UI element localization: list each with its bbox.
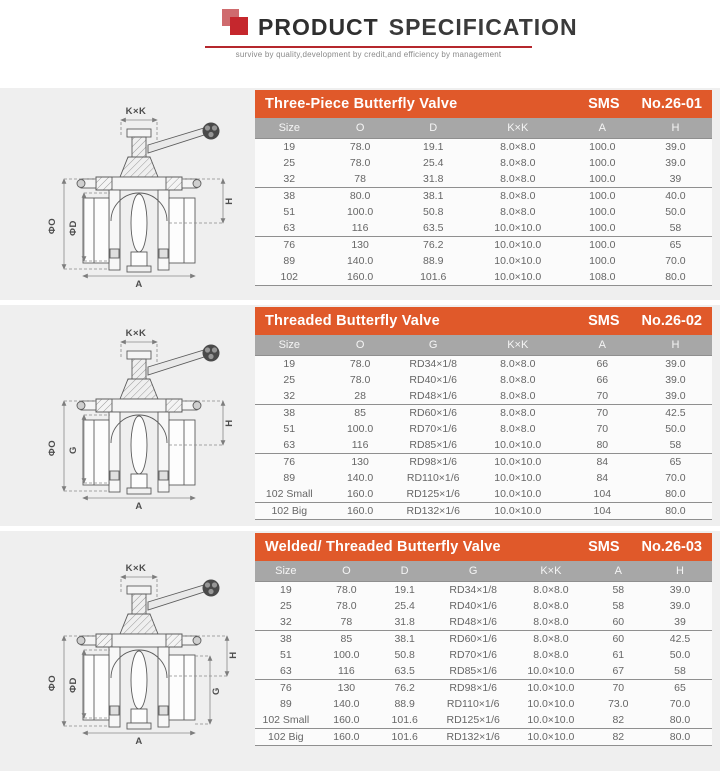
spec-table-three-piece — [255, 118, 712, 286]
table-cell: 38.1 — [394, 633, 415, 645]
table-cell: 80.0 — [639, 503, 712, 520]
table-cell: 8.0×8.0 — [470, 388, 566, 405]
table-cell: 80.0 — [639, 486, 712, 503]
table-row — [255, 631, 712, 648]
table-cell: 60 — [612, 633, 625, 645]
table-cell: 39.0 — [639, 139, 712, 156]
dim-label-phi-o: ΦO — [46, 439, 58, 456]
table-row — [255, 421, 712, 437]
table-cell: RD34×1/8 — [433, 582, 513, 599]
table-cell: 10.0×10.0 — [527, 682, 575, 694]
table-cell: 10.0×10.0 — [527, 698, 575, 710]
table-cell: 82 — [589, 712, 648, 729]
table-cell: 32 — [255, 614, 317, 631]
table-cell: 39.0 — [639, 356, 712, 373]
column-header: Size — [255, 335, 324, 356]
dim-label-h: H — [223, 418, 235, 427]
table-row — [255, 269, 712, 286]
table-cell: 8.0×8.0 — [533, 649, 569, 661]
table-cell: 80.0 — [648, 712, 712, 729]
table-cell: 39 — [639, 171, 712, 188]
table-row — [255, 503, 712, 520]
doc-number: No.26-02 — [641, 313, 702, 329]
dim-label-phi-o: ΦO — [46, 217, 58, 235]
table-cell: 10.0×10.0 — [494, 472, 542, 484]
table-cell: 80.0 — [349, 190, 371, 202]
table-cell: 67 — [589, 663, 648, 680]
column-header: O — [324, 118, 397, 139]
table-cell: RD110×1/6 — [406, 472, 460, 484]
section-threaded-butterfly-valve — [0, 305, 720, 526]
table-cell: 80 — [566, 437, 639, 454]
table-cell: RD60×1/6 — [409, 407, 457, 419]
table-title-bar-2 — [255, 307, 712, 335]
table-row — [255, 647, 712, 663]
table-row — [255, 405, 712, 422]
table-cell: RD98×1/6 — [449, 682, 497, 694]
table-title: Welded/ Threaded Butterfly Valve — [265, 539, 501, 555]
table-cell: RD48×1/6 — [433, 614, 513, 631]
valve-drawing-threaded — [12, 305, 255, 526]
table-cell: 66 — [596, 374, 609, 386]
column-header: D — [397, 118, 470, 139]
table-cell: 31.8 — [376, 614, 433, 631]
table-cell: 10.0×10.0 — [494, 239, 542, 251]
table-cell: 78 — [317, 614, 376, 631]
table-cell: 116 — [324, 437, 397, 454]
valve-drawing-welded-threaded — [12, 531, 255, 771]
table-cell: 51 — [280, 649, 292, 661]
table-title-bar-3 — [255, 533, 712, 561]
brand-header — [0, 0, 720, 88]
table-cell: 89 — [280, 698, 292, 710]
table-cell: RD40×1/6 — [449, 600, 497, 612]
table-cell: 70 — [566, 388, 639, 405]
table-cell: 100.0 — [589, 190, 616, 202]
table-cell: 58 — [639, 220, 712, 237]
dim-label-a: A — [134, 279, 143, 289]
doc-number: No.26-01 — [641, 96, 702, 112]
table-cell: 130 — [337, 682, 356, 694]
table-cell: 66 — [566, 356, 639, 373]
table-cell: 65 — [674, 682, 686, 694]
table-cell: 102 Big — [255, 503, 324, 520]
table-cell: 78.0 — [324, 139, 397, 156]
table-cell: 8.0×8.0 — [533, 633, 569, 645]
table-cell: 8.0×8.0 — [500, 423, 536, 435]
table-cell: 50.0 — [665, 206, 686, 218]
brand-logo-icon — [222, 9, 258, 45]
column-header: K×K — [513, 561, 588, 582]
table-cell: 32 — [255, 171, 324, 188]
table-cell: 100.0 — [566, 171, 639, 188]
table-row — [255, 663, 712, 680]
table-cell: 116 — [324, 220, 397, 237]
table-cell: 10.0×10.0 — [470, 486, 566, 503]
table-cell: 101.6 — [376, 712, 433, 729]
table-cell: 102 — [255, 269, 324, 286]
table-cell: 70 — [612, 682, 625, 694]
table-cell: 25 — [283, 157, 296, 169]
column-header: Size — [255, 561, 317, 582]
table-cell: RD60×1/6 — [449, 633, 497, 645]
column-header: O — [324, 335, 397, 356]
table-cell: 78.0 — [349, 374, 371, 386]
table-row — [255, 171, 712, 188]
table-cell: 160.0 — [324, 503, 397, 520]
table-cell: 63 — [255, 220, 324, 237]
table-cell: 101.6 — [397, 269, 470, 286]
table-cell: 8.0×8.0 — [513, 614, 588, 631]
column-header: O — [317, 561, 376, 582]
column-header: H — [639, 118, 712, 139]
table-cell: 60 — [589, 614, 648, 631]
table-row — [255, 155, 712, 171]
logo-square-front — [230, 17, 248, 35]
tagline: survive by quality,development by credit,and efficiency by management — [235, 50, 502, 59]
table-cell: 65 — [669, 239, 682, 251]
table-cell: 76.2 — [394, 682, 415, 694]
table-cell: 39.0 — [665, 374, 686, 386]
table-cell: RD132×1/6 — [397, 503, 470, 520]
column-header: D — [376, 561, 433, 582]
table-cell: 8.0×8.0 — [470, 356, 566, 373]
table-cell: RD40×1/6 — [409, 374, 457, 386]
table-cell: 100.0 — [566, 220, 639, 237]
table-cell: RD125×1/6 — [397, 486, 470, 503]
table-row — [255, 237, 712, 254]
table-cell: 10.0×10.0 — [513, 729, 588, 746]
table-row — [255, 437, 712, 454]
table-cell: 25.4 — [394, 600, 415, 612]
table-cell: 160.0 — [317, 729, 376, 746]
table-cell: 108.0 — [566, 269, 639, 286]
table-cell: 51 — [283, 423, 296, 435]
standard-label: SMS — [588, 313, 620, 329]
table-row — [255, 582, 712, 599]
table-cell: 8.0×8.0 — [533, 600, 569, 612]
table-cell: 10.0×10.0 — [513, 712, 588, 729]
table-cell: 82 — [589, 729, 648, 746]
table-cell: 10.0×10.0 — [494, 255, 542, 267]
dim-label-phi-o: ΦO — [46, 674, 58, 692]
table-cell: 88.9 — [422, 255, 444, 267]
table-title: Threaded Butterfly Valve — [265, 313, 440, 329]
table-cell: 116 — [317, 663, 376, 680]
valve-drawing-three-piece — [12, 88, 255, 300]
table-row — [255, 614, 712, 631]
dim-label-phi-d: ΦD — [67, 220, 79, 236]
table-cell: 76 — [283, 239, 296, 251]
table-cell: 8.0×8.0 — [500, 374, 536, 386]
table-cell: 78.0 — [317, 582, 376, 599]
table-title-bar-1 — [255, 90, 712, 118]
title-underline — [205, 46, 532, 48]
table-cell: 63 — [255, 437, 324, 454]
table-cell: 100.0 — [566, 139, 639, 156]
table-row — [255, 253, 712, 269]
table-cell: 89 — [283, 255, 296, 267]
table-cell: 104 — [566, 503, 639, 520]
table-cell: 100.0 — [346, 423, 374, 435]
table-cell: 50.0 — [669, 649, 691, 661]
dim-label-g: G — [210, 687, 222, 695]
table-cell: RD85×1/6 — [397, 437, 470, 454]
table-cell: 65 — [669, 456, 682, 468]
table-cell: 58 — [639, 437, 712, 454]
table-cell: 25.4 — [422, 157, 444, 169]
table-cell: 130 — [351, 239, 369, 251]
table-cell: 50.0 — [665, 423, 686, 435]
table-row — [255, 388, 712, 405]
table-cell: 42.5 — [669, 633, 691, 645]
table-cell: 58 — [648, 663, 712, 680]
table-cell: 50.8 — [422, 206, 444, 218]
table-cell: RD70×1/6 — [409, 423, 457, 435]
table-cell: 63 — [255, 663, 317, 680]
table-cell: 39.0 — [639, 388, 712, 405]
table-cell: 39.0 — [648, 582, 712, 599]
table-cell: 25 — [283, 374, 296, 386]
table-cell: 10.0×10.0 — [513, 663, 588, 680]
table-cell: 58 — [589, 582, 648, 599]
table-cell: RD48×1/6 — [397, 388, 470, 405]
table-cell: 89 — [283, 472, 296, 484]
table-cell: 100.0 — [346, 206, 374, 218]
column-header-row — [255, 118, 712, 139]
doc-number: No.26-03 — [641, 539, 702, 555]
table-cell: 76 — [280, 682, 292, 694]
dim-label-a: A — [134, 736, 143, 746]
table-cell: 100.0 — [589, 157, 616, 169]
column-header: H — [648, 561, 712, 582]
dim-label-kxk: K×K — [125, 563, 146, 574]
table-cell: 38.1 — [422, 190, 444, 202]
table-cell: 39 — [648, 614, 712, 631]
column-header: K×K — [470, 335, 566, 356]
table-cell: RD125×1/6 — [433, 712, 513, 729]
table-row — [255, 220, 712, 237]
page-title — [258, 14, 578, 41]
table-cell: 38 — [283, 190, 296, 202]
table-cell: RD98×1/6 — [409, 456, 457, 468]
title-word-specification: SPECIFICATION — [388, 14, 578, 40]
table-cell: 19.1 — [397, 139, 470, 156]
table-row — [255, 204, 712, 220]
dim-label-h: H — [223, 197, 235, 205]
table-cell: 28 — [324, 388, 397, 405]
table-cell: RD132×1/6 — [433, 729, 513, 746]
table-cell: 160.0 — [324, 486, 397, 503]
table-cell: 8.0×8.0 — [500, 190, 536, 202]
table-cell: 78.0 — [336, 600, 357, 612]
table-row — [255, 454, 712, 471]
table-cell: 104 — [566, 486, 639, 503]
table-cell: 8.0×8.0 — [470, 139, 566, 156]
table-cell: 130 — [351, 456, 369, 468]
column-header: H — [639, 335, 712, 356]
table-row — [255, 712, 712, 729]
table-cell: RD34×1/8 — [397, 356, 470, 373]
table-cell: 78 — [324, 171, 397, 188]
table-cell: 70.0 — [665, 255, 686, 267]
table-cell: 10.0×10.0 — [470, 269, 566, 286]
table-cell: 19 — [255, 139, 324, 156]
table-cell: 10.0×10.0 — [470, 503, 566, 520]
table-cell: 100.0 — [589, 239, 616, 251]
table-cell: 78.0 — [349, 157, 371, 169]
table-cell: RD70×1/6 — [449, 649, 497, 661]
table-row — [255, 486, 712, 503]
column-header: A — [566, 335, 639, 356]
table-cell: 102 Small — [255, 486, 324, 503]
table-cell: 140.0 — [346, 255, 374, 267]
table-cell: 8.0×8.0 — [500, 206, 536, 218]
table-row — [255, 372, 712, 388]
table-cell: 84 — [596, 472, 609, 484]
table-cell: 38 — [280, 633, 292, 645]
table-cell: 25 — [280, 600, 292, 612]
section-welded-threaded-butterfly-valve — [0, 531, 720, 771]
table-row — [255, 188, 712, 205]
table-cell: RD85×1/6 — [433, 663, 513, 680]
table-cell: 58 — [612, 600, 625, 612]
table-cell: 50.8 — [394, 649, 415, 661]
table-cell: 160.0 — [317, 712, 376, 729]
table-cell: 102 Small — [255, 712, 317, 729]
table-cell: 100.0 — [589, 206, 616, 218]
table-cell: 10.0×10.0 — [470, 437, 566, 454]
dim-label-phi-d: ΦD — [67, 677, 79, 693]
dim-label-kxk: K×K — [125, 106, 146, 117]
table-cell: 32 — [255, 388, 324, 405]
table-cell: 140.0 — [333, 698, 360, 710]
column-header: Size — [255, 118, 324, 139]
table-cell: 19.1 — [376, 582, 433, 599]
table-cell: 160.0 — [324, 269, 397, 286]
table-cell: 102 Big — [255, 729, 317, 746]
table-cell: 85 — [354, 407, 366, 419]
table-cell: 10.0×10.0 — [470, 220, 566, 237]
table-cell: 51 — [283, 206, 296, 218]
table-cell: 70 — [596, 407, 609, 419]
table-row — [255, 696, 712, 712]
table-row — [255, 680, 712, 697]
table-cell: 8.0×8.0 — [500, 407, 536, 419]
table-cell: 61 — [612, 649, 625, 661]
table-cell: 19 — [255, 356, 324, 373]
table-cell: 73.0 — [608, 698, 629, 710]
table-cell: 85 — [340, 633, 353, 645]
table-cell: 42.5 — [665, 407, 686, 419]
table-cell: 80.0 — [648, 729, 712, 746]
dim-label-a: A — [134, 500, 143, 511]
table-cell: 19 — [255, 582, 317, 599]
table-cell: 101.6 — [376, 729, 433, 746]
column-header: K×K — [470, 118, 566, 139]
standard-label: SMS — [588, 539, 620, 555]
table-row — [255, 139, 712, 156]
dim-label-h: H — [227, 651, 239, 659]
table-cell: 8.0×8.0 — [513, 582, 588, 599]
column-header: A — [589, 561, 648, 582]
column-header-row — [255, 561, 712, 582]
table-cell: 63.5 — [397, 220, 470, 237]
dim-label-kxk: K×K — [125, 327, 146, 339]
table-cell: 84 — [596, 456, 609, 468]
table-cell: RD110×1/6 — [446, 698, 500, 710]
table-cell: 70.0 — [665, 472, 686, 484]
spec-table-welded-threaded — [255, 561, 712, 746]
table-cell: 39.0 — [665, 157, 686, 169]
column-header-row — [255, 335, 712, 356]
column-header: G — [433, 561, 513, 582]
standard-label: SMS — [588, 96, 620, 112]
dim-label-g: G — [67, 445, 79, 454]
title-word-product: PRODUCT — [258, 14, 379, 40]
table-cell: 78.0 — [324, 356, 397, 373]
table-cell: 38 — [283, 407, 296, 419]
column-header: A — [566, 118, 639, 139]
table-cell: 63.5 — [376, 663, 433, 680]
table-row — [255, 598, 712, 614]
table-title: Three-Piece Butterfly Valve — [265, 96, 458, 112]
spec-table-threaded — [255, 335, 712, 520]
table-cell: 10.0×10.0 — [494, 456, 542, 468]
table-cell: 140.0 — [346, 472, 374, 484]
table-cell: 76.2 — [422, 239, 444, 251]
table-area-3 — [255, 531, 712, 746]
column-header: G — [397, 335, 470, 356]
table-area-1 — [255, 88, 712, 286]
table-cell: 70 — [596, 423, 609, 435]
table-cell: 70.0 — [669, 698, 691, 710]
table-cell: 8.0×8.0 — [470, 171, 566, 188]
table-cell: 8.0×8.0 — [500, 157, 536, 169]
table-cell: 100.0 — [589, 255, 616, 267]
table-cell: 40.0 — [665, 190, 686, 202]
table-cell: 76 — [283, 456, 296, 468]
section-three-piece-butterfly-valve — [0, 88, 720, 300]
table-row — [255, 729, 712, 746]
table-cell: 100.0 — [333, 649, 360, 661]
table-cell: 39.0 — [669, 600, 691, 612]
table-row — [255, 470, 712, 486]
table-area-2 — [255, 305, 712, 520]
table-cell: 88.9 — [394, 698, 415, 710]
table-cell: 80.0 — [639, 269, 712, 286]
table-cell: 31.8 — [397, 171, 470, 188]
table-row — [255, 356, 712, 373]
